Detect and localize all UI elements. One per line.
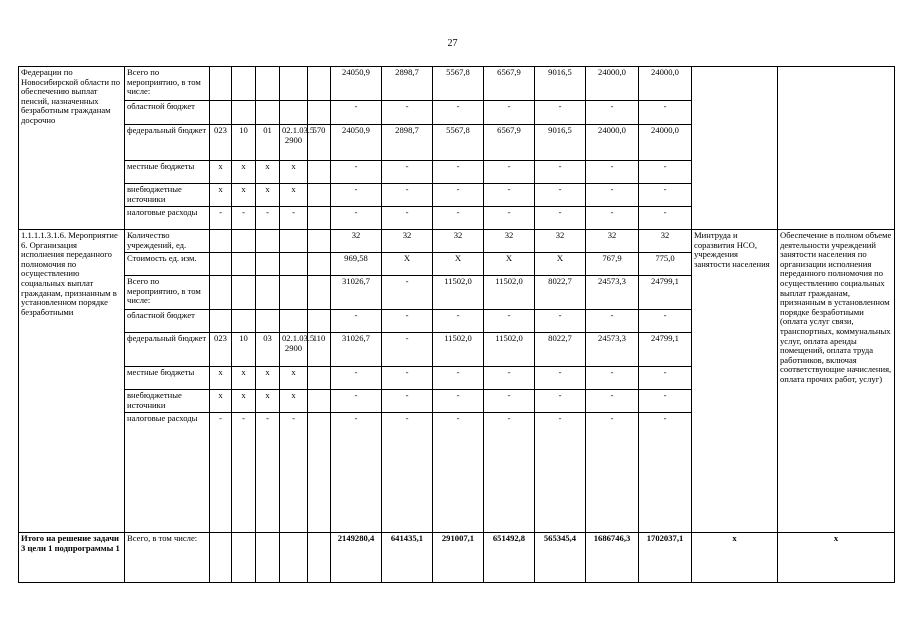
value-cell: - — [484, 161, 535, 184]
code-cell — [280, 310, 308, 333]
code-cell — [256, 310, 280, 333]
block1-executor — [692, 67, 778, 230]
value-cell: - — [382, 276, 433, 310]
row-label: внебюджетные источники — [125, 390, 210, 413]
code-cell — [308, 67, 331, 101]
code-cell: x — [232, 390, 256, 413]
code-cell — [256, 253, 280, 276]
row-label: областной бюджет — [125, 101, 210, 125]
value-cell: 31026,7 — [331, 333, 382, 367]
value-cell: - — [535, 390, 586, 413]
value-cell: - — [433, 390, 484, 413]
value-cell: - — [484, 390, 535, 413]
value-cell: 31026,7 — [331, 276, 382, 310]
row-label: внебюджетные источники — [125, 184, 210, 207]
value-cell: 9016,5 — [535, 125, 586, 161]
code-cell: 10 — [232, 333, 256, 367]
total-value: 1686746,3 — [586, 533, 639, 583]
row-label: налоговые расходы — [125, 207, 210, 230]
code-cell: 03 — [256, 333, 280, 367]
value-cell: 24050,9 — [331, 125, 382, 161]
value-cell: - — [484, 184, 535, 207]
value-cell: - — [586, 413, 639, 533]
code-cell — [210, 230, 232, 253]
code-cell — [256, 230, 280, 253]
code-cell: - — [210, 413, 232, 533]
total-value: 2149280,4 — [331, 533, 382, 583]
total-block — [19, 533, 895, 583]
value-cell: - — [639, 207, 692, 230]
row-label: Стоимость ед. изм. — [125, 253, 210, 276]
code-cell — [210, 253, 232, 276]
value-cell: 32 — [382, 230, 433, 253]
code-cell — [210, 67, 232, 101]
value-cell: - — [535, 207, 586, 230]
block-1 — [19, 67, 895, 230]
code-cell: 023 — [210, 125, 232, 161]
value-cell: - — [535, 413, 586, 533]
value-cell: - — [433, 184, 484, 207]
code-cell — [308, 161, 331, 184]
code-cell: 570 — [308, 125, 331, 161]
value-cell: - — [382, 333, 433, 367]
value-cell: - — [639, 367, 692, 390]
value-cell: 2898,7 — [382, 67, 433, 101]
value-cell: - — [586, 310, 639, 333]
value-cell: 24573,3 — [586, 333, 639, 367]
value-cell: - — [484, 207, 535, 230]
row-label: местные бюджеты — [125, 367, 210, 390]
code-cell: - — [256, 413, 280, 533]
value-cell: 32 — [586, 230, 639, 253]
value-cell: 24000,0 — [639, 67, 692, 101]
value-cell: 5567,8 — [433, 67, 484, 101]
code-cell: x — [232, 367, 256, 390]
code-cell — [232, 253, 256, 276]
value-cell: - — [586, 367, 639, 390]
value-cell: 11502,0 — [433, 333, 484, 367]
code-cell — [308, 101, 331, 125]
value-cell: - — [586, 101, 639, 125]
value-cell: - — [586, 207, 639, 230]
code-cell: 110 — [308, 333, 331, 367]
value-cell: - — [382, 184, 433, 207]
code-cell — [210, 101, 232, 125]
code-cell: - — [232, 413, 256, 533]
total-result: x — [778, 533, 895, 583]
value-cell: 11502,0 — [433, 276, 484, 310]
value-cell: - — [535, 184, 586, 207]
value-cell: - — [639, 161, 692, 184]
value-cell: 8022,7 — [535, 276, 586, 310]
code-cell — [232, 230, 256, 253]
code-cell: 01 — [256, 125, 280, 161]
code-cell — [232, 276, 256, 310]
value-cell: X — [484, 253, 535, 276]
value-cell: 6567,9 — [484, 67, 535, 101]
code-cell — [308, 413, 331, 533]
row-label: налоговые расходы — [125, 413, 210, 533]
value-cell: - — [382, 367, 433, 390]
value-cell: - — [331, 413, 382, 533]
value-cell: - — [382, 310, 433, 333]
value-cell: - — [433, 161, 484, 184]
table-row — [19, 67, 895, 101]
code-cell: x — [256, 367, 280, 390]
code-cell: 02.1.03.5 2900 — [280, 333, 308, 367]
code-cell: x — [210, 184, 232, 207]
row-label: областной бюджет — [125, 310, 210, 333]
value-cell: - — [382, 390, 433, 413]
code-cell: x — [256, 390, 280, 413]
value-cell: 8022,7 — [535, 333, 586, 367]
value-cell: 24799,1 — [639, 276, 692, 310]
value-cell: 32 — [639, 230, 692, 253]
code-cell: x — [280, 161, 308, 184]
value-cell: 5567,8 — [433, 125, 484, 161]
code-cell — [210, 310, 232, 333]
value-cell: 6567,9 — [484, 125, 535, 161]
code-cell — [232, 101, 256, 125]
code-cell — [308, 310, 331, 333]
value-cell: - — [382, 101, 433, 125]
value-cell: - — [331, 101, 382, 125]
value-cell: - — [433, 367, 484, 390]
value-cell: - — [535, 161, 586, 184]
value-cell: - — [433, 413, 484, 533]
total-value: 651492,8 — [484, 533, 535, 583]
total-value: 291007,1 — [433, 533, 484, 583]
code-cell — [232, 67, 256, 101]
value-cell: 32 — [433, 230, 484, 253]
code-cell — [280, 230, 308, 253]
value-cell: 775,0 — [639, 253, 692, 276]
value-cell: 24000,0 — [639, 125, 692, 161]
value-cell: 24573,3 — [586, 276, 639, 310]
value-cell: 32 — [535, 230, 586, 253]
block-2 — [19, 230, 895, 533]
value-cell: - — [639, 101, 692, 125]
budget-table — [18, 66, 895, 583]
code-cell — [308, 207, 331, 230]
total-label: Всего, в том числе: — [125, 533, 210, 583]
code-cell — [308, 390, 331, 413]
value-cell: - — [535, 310, 586, 333]
value-cell: 24000,0 — [586, 125, 639, 161]
value-cell: - — [484, 101, 535, 125]
value-cell: - — [586, 390, 639, 413]
table-row — [19, 230, 895, 253]
block2-activity-name: 1.1.1.1.3.1.6. Мероприятие 6. Организация исполнения переданного полномочия по осуществлению социальных выплат гражданам, признанным в установленном порядке безработными — [19, 230, 125, 533]
code-cell — [256, 101, 280, 125]
code-cell: x — [280, 367, 308, 390]
value-cell: - — [535, 101, 586, 125]
code-cell — [256, 67, 280, 101]
code-cell — [308, 230, 331, 253]
total-value: 641435,1 — [382, 533, 433, 583]
code-cell — [280, 253, 308, 276]
code-cell: - — [280, 207, 308, 230]
code-cell: x — [256, 184, 280, 207]
code-cell: - — [210, 207, 232, 230]
value-cell: - — [331, 390, 382, 413]
value-cell: - — [331, 207, 382, 230]
value-cell: - — [484, 310, 535, 333]
block2-executor: Минтруда и соразвития НСО, учреждения занятости населения — [692, 230, 778, 533]
code-cell: 10 — [232, 125, 256, 161]
code-cell: - — [280, 413, 308, 533]
value-cell: 2898,7 — [382, 125, 433, 161]
code-cell — [256, 276, 280, 310]
value-cell: - — [484, 413, 535, 533]
row-label: Количество учреждений, ед. — [125, 230, 210, 253]
value-cell: 11502,0 — [484, 276, 535, 310]
row-label: федеральный бюджет — [125, 125, 210, 161]
code-cell: x — [280, 184, 308, 207]
code-cell — [308, 253, 331, 276]
value-cell: - — [382, 207, 433, 230]
value-cell: 32 — [331, 230, 382, 253]
value-cell: X — [535, 253, 586, 276]
row-label: федеральный бюджет — [125, 333, 210, 367]
code-cell: 02.1.03.5 2900 — [280, 125, 308, 161]
total-value: 1702037,1 — [639, 533, 692, 583]
code-cell — [280, 67, 308, 101]
code-cell: x — [210, 390, 232, 413]
code-cell — [280, 101, 308, 125]
code-cell: x — [210, 161, 232, 184]
code-cell — [280, 276, 308, 310]
value-cell: 969,58 — [331, 253, 382, 276]
value-cell: X — [433, 253, 484, 276]
block2-result: Обеспечение в полном объеме деятельности учреждений занятости населения по организации исполнения переданного полномочия по осуществлению социальных выплат гражданам, признанным в установленном порядке безработными (оплата услуг связи, транспортных, коммунальных услуг, оплата аренды помещений, оплата труда работников, включая соответствующие начисления, оплата прочих работ, услуг) — [778, 230, 895, 533]
value-cell: 9016,5 — [535, 67, 586, 101]
value-cell: - — [433, 207, 484, 230]
code-cell — [210, 276, 232, 310]
row-label: Всего по мероприятию, в том числе: — [125, 276, 210, 310]
value-cell: - — [331, 310, 382, 333]
value-cell: - — [433, 101, 484, 125]
total-name: Итого на решение задачи 3 цели 1 подпрограммы 1 — [19, 533, 125, 583]
code-cell: x — [256, 161, 280, 184]
code-cell — [232, 310, 256, 333]
value-cell: - — [639, 310, 692, 333]
value-cell: - — [586, 161, 639, 184]
value-cell: 24799,1 — [639, 333, 692, 367]
code-cell: x — [232, 184, 256, 207]
code-cell — [308, 276, 331, 310]
value-cell: - — [433, 310, 484, 333]
value-cell: - — [586, 184, 639, 207]
row-label: Всего по мероприятию, в том числе: — [125, 67, 210, 101]
code-cell: - — [256, 207, 280, 230]
code-cell: 023 — [210, 333, 232, 367]
code-cell — [308, 184, 331, 207]
code-cell: - — [232, 207, 256, 230]
value-cell: - — [382, 161, 433, 184]
code-cell — [308, 367, 331, 390]
value-cell: - — [382, 413, 433, 533]
value-cell: - — [484, 367, 535, 390]
total-value: 565345,4 — [535, 533, 586, 583]
block1-activity-name: Федерации по Новосибирской области по обеспечению выплат пенсий, назначенных безработным гражданам досрочно — [19, 67, 125, 230]
code-cell: x — [232, 161, 256, 184]
value-cell: - — [331, 367, 382, 390]
value-cell: - — [639, 390, 692, 413]
page-number: 27 — [447, 38, 458, 49]
value-cell: - — [639, 184, 692, 207]
value-cell: 767,9 — [586, 253, 639, 276]
value-cell: 11502,0 — [484, 333, 535, 367]
row-label: местные бюджеты — [125, 161, 210, 184]
value-cell: - — [331, 161, 382, 184]
value-cell: - — [535, 367, 586, 390]
value-cell: 24050,9 — [331, 67, 382, 101]
code-cell: x — [210, 367, 232, 390]
code-cell: x — [280, 390, 308, 413]
block1-result — [778, 67, 895, 230]
value-cell: 32 — [484, 230, 535, 253]
value-cell: - — [331, 184, 382, 207]
value-cell: X — [382, 253, 433, 276]
total-executor: x — [692, 533, 778, 583]
value-cell: 24000,0 — [586, 67, 639, 101]
value-cell: - — [639, 413, 692, 533]
